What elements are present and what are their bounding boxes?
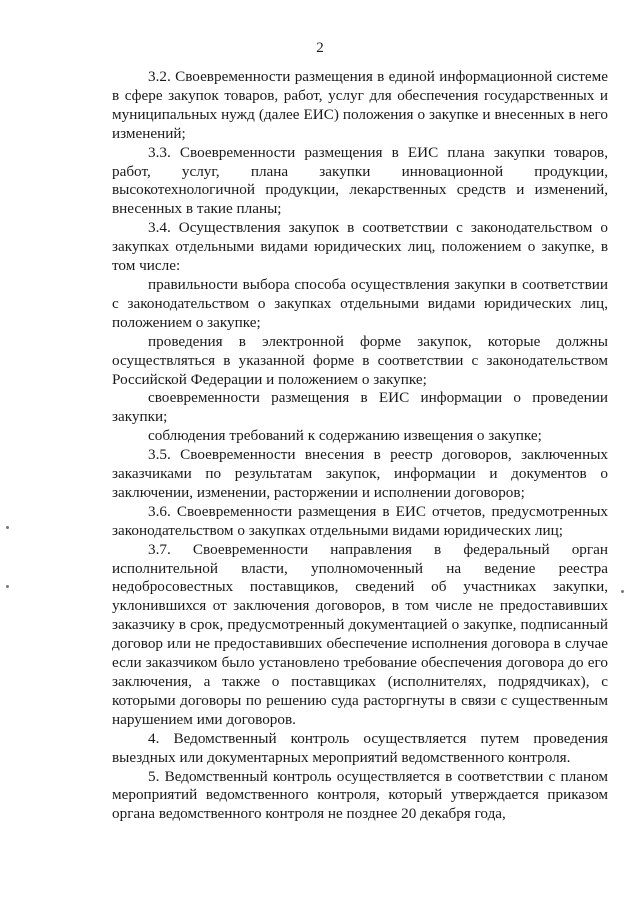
paragraph-3-5: 3.5. Своевременности внесения в реестр договоров, заключенных заказчиками по результатам закупок, информации и документов о заключении, изменении, расторжении и исполнении договоров; xyxy=(112,446,608,501)
paragraph-3-7: 3.7. Своевременности направления в федеральный орган исполнительной власти, уполномоченный на ведение реестра недобросовестных поставщиков, сведений об участниках закупки, уклонившихся от заключения договоров, в том числе не предоставивших заказчику в срок, предусмотренный документацией о закупке, подписанный договор или не предоставивших обеспечение исполнения договора в случае если заказчиком было установлено требование обеспечения договора до его заключения, а также о поставщиках (исполнителях, подрядчиках), с которыми договоры по решению суда расторгнуты в связи с существенным нарушением ими договоров. xyxy=(112,540,608,728)
paragraph-3-4-item-1: правильности выбора способа осуществления закупки в соответствии с законодательством о закупках отдельными видами юридических лиц, положением о закупке; xyxy=(112,275,608,331)
scan-speck xyxy=(6,526,9,529)
paragraph-5: 5. Ведомственный контроль осуществляется в соответствии с планом мероприятий ведомственного контроля, который утверждается приказом органа ведомственного контроля не позднее 20 декабря года, xyxy=(112,767,608,823)
paragraph-3-4-item-3: своевременности размещения в ЕИС информации о проведении закупки; xyxy=(112,389,608,426)
page-number: 2 xyxy=(316,40,324,56)
scan-speck xyxy=(6,585,9,588)
paragraph-3-4-item-4: соблюдения требований к содержанию извещения о закупке; xyxy=(148,427,542,445)
paragraph-3-4: 3.4. Осуществления закупок в соответствии с законодательством о закупках отдельными видами юридических лиц, положением о закупке, в том числе: xyxy=(112,219,608,275)
paragraph-4: 4. Ведомственный контроль осуществляется путем проведения выездных или документарных мероприятий ведомственного контроля. xyxy=(112,729,608,766)
paragraph-3-4-item-2: проведения в электронной форме закупок, которые должны осуществляться в указанной форме в соответствии с законодательством Российской Федерации и положением о закупке; xyxy=(112,332,608,388)
scan-speck xyxy=(621,590,624,593)
paragraph-3-6: 3.6. Своевременности размещения в ЕИС отчетов, предусмотренных законодательством о закупках отдельными видами юридических лиц; xyxy=(112,502,608,539)
paragraph-3-3: 3.3. Своевременности размещения в ЕИС плана закупки товаров, работ, услуг, плана закупки инновационной продукции, высокотехнологичной продукции, лекарственных средств и изменений, внесенных в такие планы; xyxy=(112,143,608,218)
document-body xyxy=(112,68,608,824)
paragraph-3-2: 3.2. Своевременности размещения в единой информационной системе в сфере закупок товаров, работ, услуг для обеспечения государственных и муниципальных нужд (далее ЕИС) положения о закупке и внесенных в него изменений; xyxy=(112,68,608,142)
